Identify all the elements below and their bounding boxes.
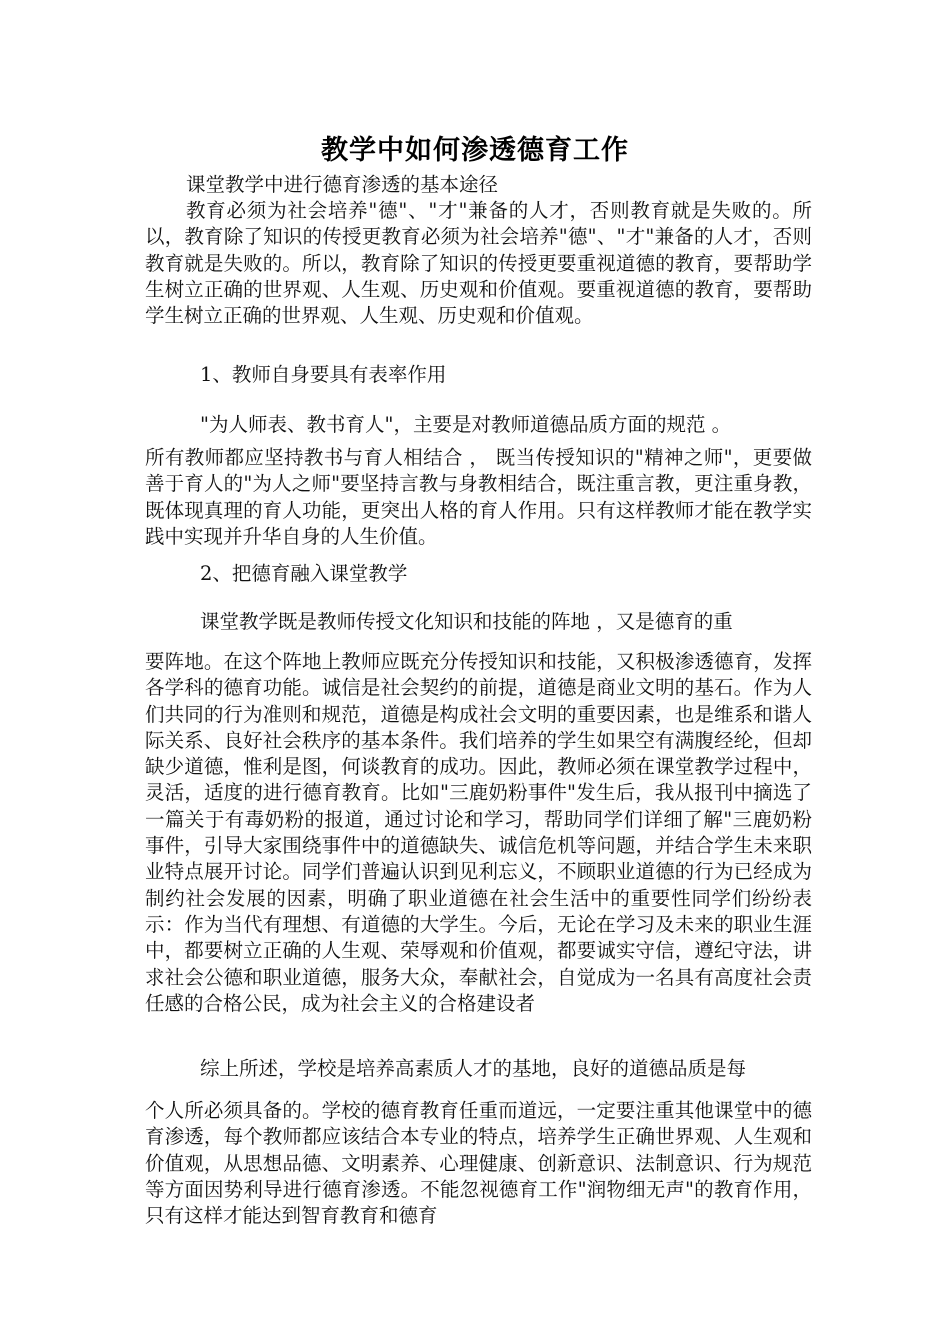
conclusion-paragraph: 个人所必须具备的。学校的德育教育任重而道远，一定要注重其他课堂中的德育渗透，每个教师都应该结合本专业的特点，培养学生正确世界观、人生观和价值观，从思想品德、文明素养、心理健康、创新意识、法制意识、行为规范等方面因势利导进行德育渗透。不能忽视德育工作"润物细无声"的教育作用，只有这样才能达到智育教育和德育 [145,1099,812,1228]
section-1-first-line: "为人师表、教书育人"，主要是对教师道德品质方面的规范 。 [200,413,732,436]
section-1-paragraph: 所有教师都应坚持教书与育人相结合 ， 既当传授知识的"精神之师"，更要做善于育人的"为人之师"要坚持言教与身教相结合，既注重言教，更注重身教，既体现真理的育人功能，更突出人格的育人作用。只有这样教师才能在教学实践中实现并升华自身的人生价值。 [145,446,812,548]
section-2-first-line: 课堂教学既是教师传授文化知识和技能的阵地 ，又是德育的重 [200,610,733,633]
conclusion-first-line: 综上所述，学校是培养高素质人才的基地，良好的道德品质是每 [200,1057,747,1080]
subheading: 课堂教学中进行德育渗透的基本途径 [186,173,499,196]
section-2-paragraph: 要阵地。在这个阵地上教师应既充分传授知识和技能，又积极渗透德育，发挥各学科的德育功能。诚信是社会契约的前提，道德是商业文明的基石。作为人们共同的行为准则和规范，道德是构成社会文明的重要因素，也是维系和谐人际关系、良好社会秩序的基本条件。我们培养的学生如果空有满腹经纶，但却缺少道德，惟利是图，何谈教育的成功。因此，教师必须在课堂教学过程中，灵活，适度的进行德育教育。比如"三鹿奶粉事件"发生后，我从报刊中摘选了一篇关于有毒奶粉的报道，通过讨论和学习，帮助同学们详细了解"三鹿奶粉事件，引导大家围绕事件中的道德缺失、诚信危机等问题，并结合学生未来职业特点展开讨论。同学们普遍认识到见利忘义，不顾职业道德的行为已经成为制约社会发展的因素，明确了职业道德在社会生活中的重要性同学们纷纷表示：作为当代有理想、有道德的大学生。今后，无论在学习及未来的职业生涯中，都要树立正确的人生观、荣辱观和价值观，都要诚实守信，遵纪守法，讲求社会公德和职业道德，服务大众，奉献社会，自觉成为一名具有高度社会责任感的合格公民，成为社会主义的合格建设者 [145,650,812,1015]
intro-paragraph: 教育必须为社会培养"德"、"才"兼备的人才，否则教育就是失败的。所以，教育除了知识的传授更教育必须为社会培养"德"、"才"兼备的人才，否则教育就是失败的。所以，教育除了知识的传授更要重视道德的教育，要帮助学生树立正确的世界观、人生观、历史观和价值观。要重视道德的教育，要帮助学生树立正确的世界观、人生观、历史观和价值观。 [145,199,812,328]
section-1-heading: 1、教师自身要具有表率作用 [200,363,447,386]
section-2-heading: 2、把德育融入课堂教学 [200,562,408,585]
document-title: 教学中如何渗透德育工作 [321,135,629,166]
